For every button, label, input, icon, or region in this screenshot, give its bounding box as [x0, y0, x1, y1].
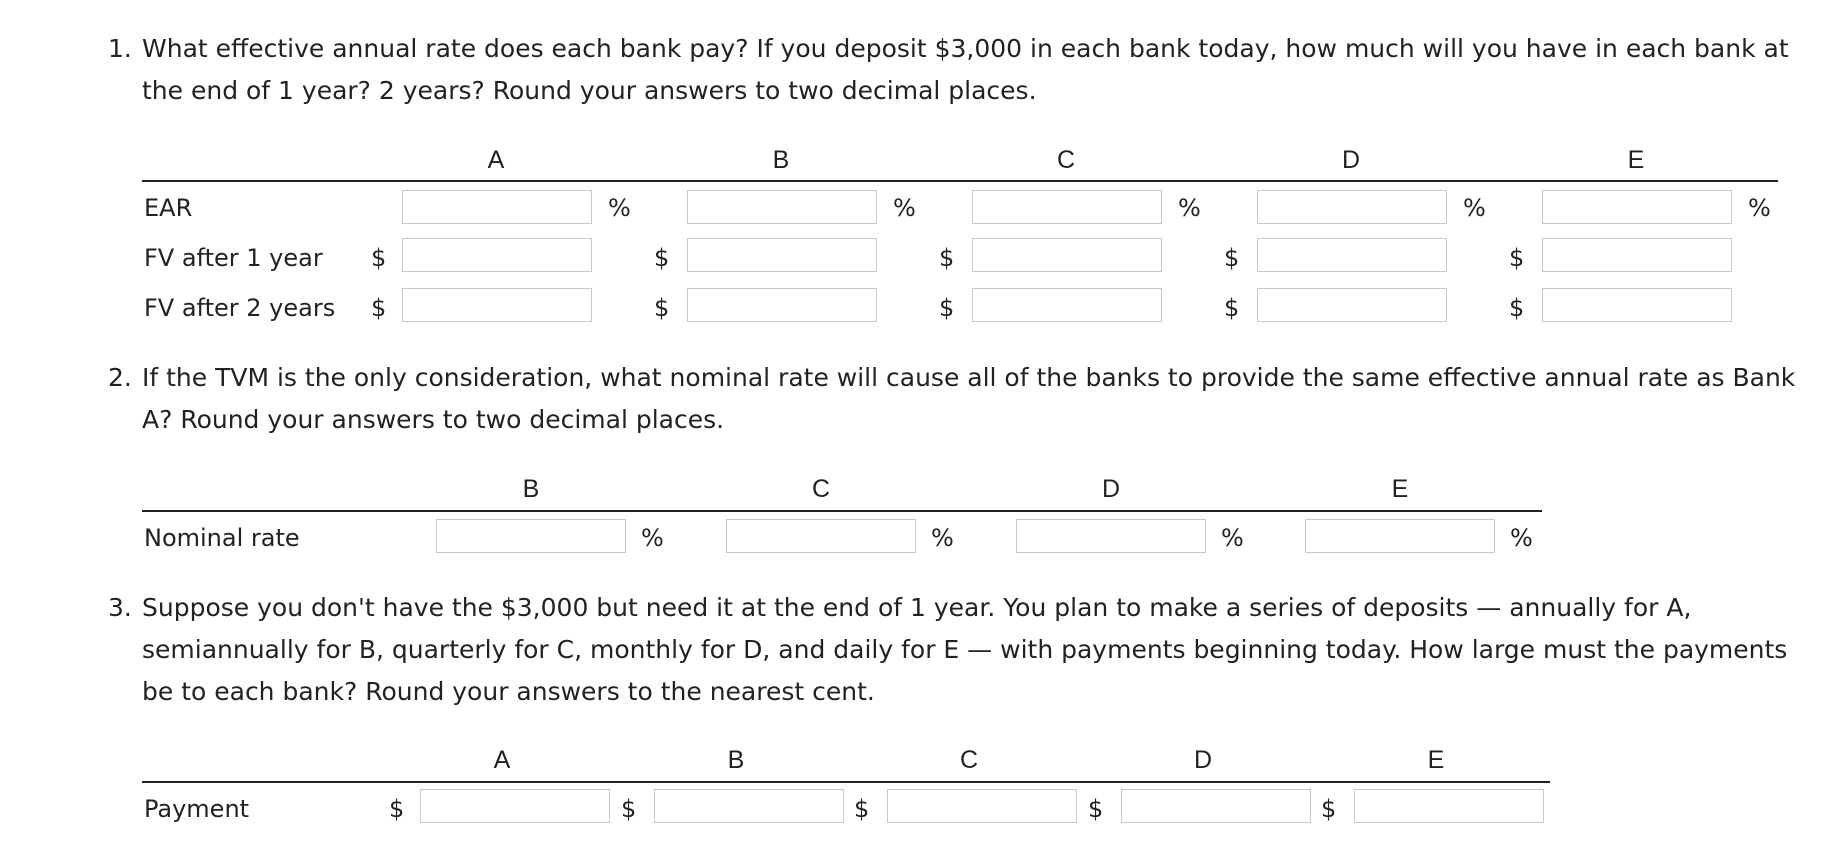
fv1-input-e[interactable]: [1542, 238, 1732, 272]
payment-input-a[interactable]: [420, 789, 610, 823]
dollar-sign: $: [621, 795, 637, 823]
percent-sign: %: [1463, 194, 1486, 222]
row-label-fv-2-years: FV after 2 years: [144, 294, 336, 322]
ear-input-e[interactable]: [1542, 190, 1732, 224]
row-label-nominal-rate: Nominal rate: [144, 524, 300, 552]
ear-input-c[interactable]: [972, 190, 1162, 224]
percent-sign: %: [608, 194, 631, 222]
column-header-c: C: [959, 746, 979, 774]
percent-sign: %: [1221, 524, 1244, 552]
fv2-input-b[interactable]: [687, 288, 877, 322]
question-number: 3.: [108, 593, 132, 622]
percent-sign: %: [1748, 194, 1771, 222]
column-header-a: A: [487, 146, 505, 174]
payment-input-c[interactable]: [887, 789, 1077, 823]
dollar-sign: $: [1224, 244, 1240, 272]
column-header-c: C: [811, 475, 831, 503]
dollar-sign: $: [939, 244, 955, 272]
dollar-sign: $: [371, 244, 387, 272]
ear-input-d[interactable]: [1257, 190, 1447, 224]
fv1-input-c[interactable]: [972, 238, 1162, 272]
column-header-b: B: [522, 475, 540, 503]
nominal-rate-input-e[interactable]: [1305, 519, 1495, 553]
payment-input-d[interactable]: [1121, 789, 1311, 823]
row-label-fv-1-year: FV after 1 year: [144, 244, 323, 272]
fv1-input-b[interactable]: [687, 238, 877, 272]
row-label-payment: Payment: [144, 795, 250, 823]
dollar-sign: $: [1509, 294, 1525, 322]
nominal-rate-input-c[interactable]: [726, 519, 916, 553]
payment-input-e[interactable]: [1354, 789, 1544, 823]
nominal-rate-input-b[interactable]: [436, 519, 626, 553]
dollar-sign: $: [389, 795, 405, 823]
table-header-rule: [142, 510, 1542, 512]
question-text: If the TVM is the only consideration, what nominal rate will cause all of the banks to provide the same effective annual rate as Bank A? Round your answers to two decimal places.: [142, 363, 1796, 434]
question-number: 2.: [108, 363, 132, 392]
payment-input-b[interactable]: [654, 789, 844, 823]
question-text: Suppose you don't have the $3,000 but need it at the end of 1 year. You plan to make a series of deposits — annually for A, semiannually for B, quarterly for C, monthly for D, and daily for E — with payments beginning today. How large must the payments be to each bank? Round your answers to the nearest cent.: [142, 593, 1788, 706]
column-header-d: D: [1101, 475, 1121, 503]
question-text: What effective annual rate does each bank pay? If you deposit $3,000 in each bank today, how much will you have in each bank at the end of 1 year? 2 years? Round your answers to two decimal places.: [142, 34, 1789, 105]
table-header-rule: [142, 180, 1778, 182]
dollar-sign: $: [854, 795, 870, 823]
fv1-input-a[interactable]: [402, 238, 592, 272]
percent-sign: %: [893, 194, 916, 222]
column-header-d: D: [1341, 146, 1361, 174]
question-3: [108, 587, 1808, 713]
percent-sign: %: [931, 524, 954, 552]
table-header-rule: [142, 781, 1550, 783]
dollar-sign: $: [371, 294, 387, 322]
fv2-input-a[interactable]: [402, 288, 592, 322]
percent-sign: %: [1178, 194, 1201, 222]
column-header-e: E: [1391, 475, 1409, 503]
percent-sign: %: [641, 524, 664, 552]
column-header-d: D: [1193, 746, 1213, 774]
fv2-input-c[interactable]: [972, 288, 1162, 322]
dollar-sign: $: [1224, 294, 1240, 322]
fv2-input-d[interactable]: [1257, 288, 1447, 322]
question-number: 1.: [108, 34, 132, 63]
question-1: [108, 28, 1808, 112]
dollar-sign: $: [654, 294, 670, 322]
question-2: [108, 357, 1808, 441]
ear-input-b[interactable]: [687, 190, 877, 224]
column-header-e: E: [1627, 146, 1645, 174]
column-header-a: A: [493, 746, 511, 774]
ear-input-a[interactable]: [402, 190, 592, 224]
dollar-sign: $: [1509, 244, 1525, 272]
row-label-ear: EAR: [144, 194, 193, 222]
fv2-input-e[interactable]: [1542, 288, 1732, 322]
column-header-b: B: [772, 146, 790, 174]
dollar-sign: $: [1088, 795, 1104, 823]
column-header-c: C: [1056, 146, 1076, 174]
nominal-rate-input-d[interactable]: [1016, 519, 1206, 553]
fv1-input-d[interactable]: [1257, 238, 1447, 272]
percent-sign: %: [1510, 524, 1533, 552]
column-header-b: B: [727, 746, 745, 774]
dollar-sign: $: [1321, 795, 1337, 823]
column-header-e: E: [1427, 746, 1445, 774]
dollar-sign: $: [939, 294, 955, 322]
dollar-sign: $: [654, 244, 670, 272]
